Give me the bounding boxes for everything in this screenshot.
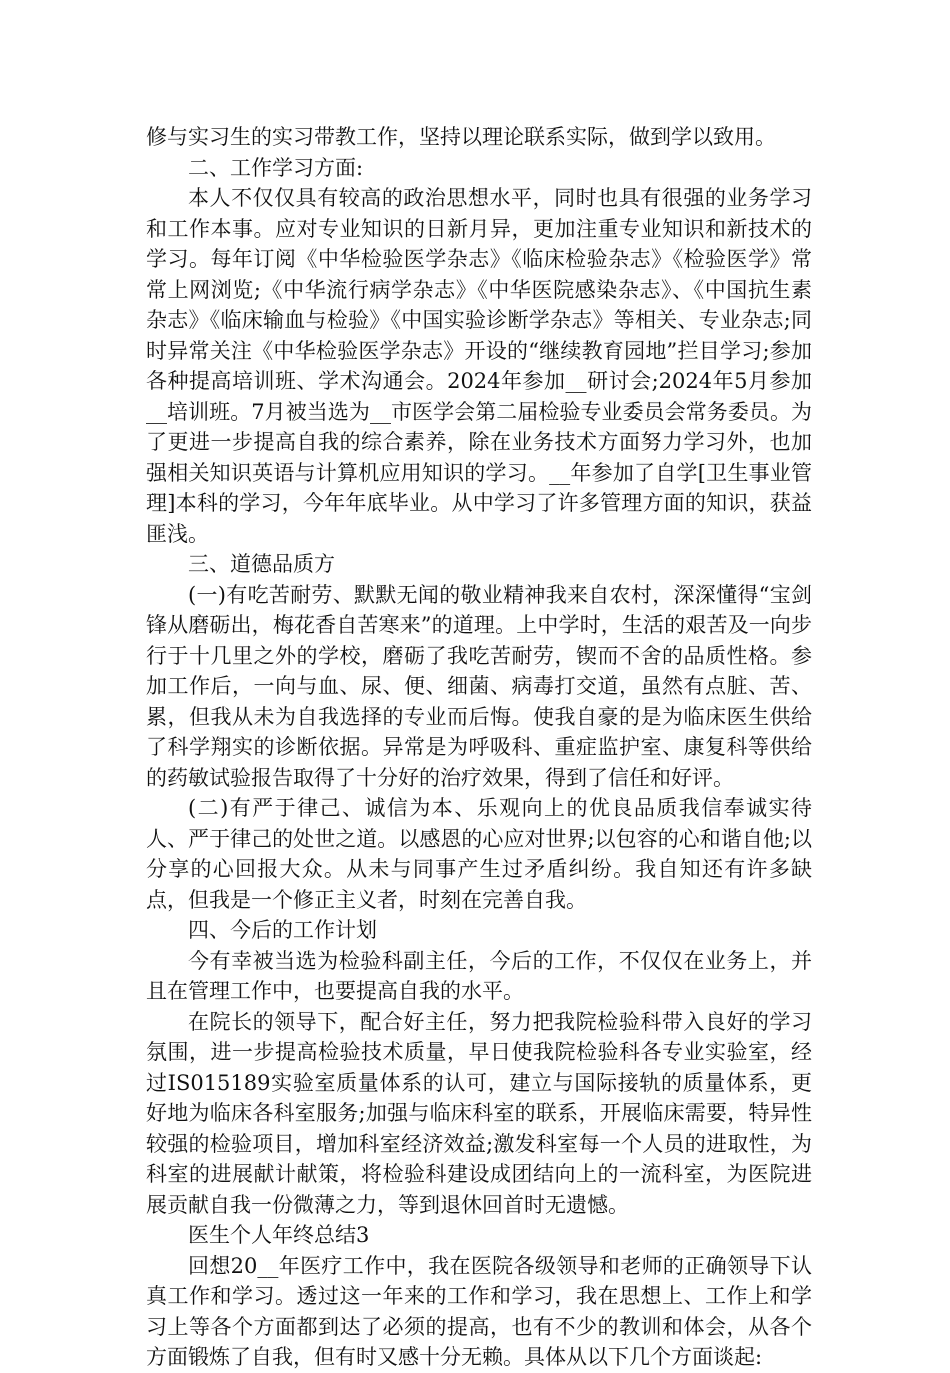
paragraph-continuation: 修与实习生的实习带教工作，坚持以理论联系实际，做到学以致用。 (146, 125, 776, 149)
paragraph-future-plan-intro: 今有幸被当选为检验科副主任，今后的工作，不仅仅在业务上，并且在管理工作中，也要提高自我的水平。 (146, 948, 812, 1003)
paragraph-future-plan-detail: 在院长的领导下，配合好主任，努力把我院检验科带入良好的学习氛围，进一步提高检验技术质量，早日使我院检验科各专业实验室，经过IS015189实验室质量体系的认可，建立与国际接轨的质量体系，更好地为临床各科室服务;加强与临床科室的联系，开展临床需要，特异性较强的检验项目，增加科室经济效益;激发科室每一个人员的进取性，为科室的进展献计献策，将检验科建设成团结向上的一流科室，为医院进展贡献自我一份微薄之力，等到退休回首时无遗憾。 (146, 1009, 812, 1217)
section-heading-work-study: 二、工作学习方面: (188, 155, 364, 180)
section-heading-summary-3: 医生个人年终总结3 (188, 1223, 370, 1247)
paragraph-summary-3-intro: 回想20__年医疗工作中，我在医院各级领导和老师的正确领导下认真工作和学习。透过这一年来的工作和学习，我在思想上、工作上和学习上等各个方面都到达了必须的提高，也有不少的教训和体会，从各个方面锻炼了自我，但有时又感十分无赖。具体从以下几个方面谈起: (146, 1253, 812, 1369)
document-page (146, 122, 812, 1373)
paragraph-self-discipline: (二)有严于律己、诚信为本、乐观向上的优良品质我信奉诚实待人、严于律己的处世之道。以感恩的心应对世界;以包容的心和谐自他;以分享的心回报大众。从未与同事产生过矛盾纠纷。我自知还有许多缺点，但我是一个修正主义者，时刻在完善自我。 (146, 796, 812, 912)
section-heading-future-plan: 四、今后的工作计划 (188, 918, 377, 942)
paragraph-hardworking: (一)有吃苦耐劳、默默无闻的敬业精神我来自农村，深深懂得“宝剑锋从磨砺出，梅花香自苦寒来”的道理。上中学时，生活的艰苦及一向步行于十几里之外的学校，磨砺了我吃苦耐劳，锲而不舍的品质性格。参加工作后，一向与血、尿、便、细菌、病毒打交道，虽然有点脏、苦、累，但我从未为自我选择的专业而后悔。使我自豪的是为临床医生供给了科学翔实的诊断依据。异常是为呼吸科、重症监护室、康复科等供给的药敏试验报告取得了十分好的治疗效果，得到了信任和好评。 (146, 582, 812, 790)
section-heading-moral-quality: 三、道德品质方 (188, 552, 335, 576)
paragraph-work-study: 本人不仅仅具有较高的政治思想水平，同时也具有很强的业务学习和工作本事。应对专业知识的日新月异，更加注重专业知识和新技术的学习。每年订阅《中华检验医学杂志》《临床检验杂志》《检验医学》常常上网浏览;《中华流行病学杂志》《中华医院感染杂志》、《中国抗生素杂志》《临床输血与检验》《中国实验诊断学杂志》等相关、专业杂志;同时异常关注《中华检验医学杂志》开设的“继续教育园地”拦目学习;参加各种提高培训班、学术沟通会。2024年参加__研讨会;2024年5月参加__培训班。7月被当选为__市医学会第二届检验专业委员会常务委员。为了更进一步提高自我的综合素养，除在业务技术方面努力学习外，也加强相关知识英语与计算机应用知识的学习。__年参加了自学[卫生事业管理]本科的学习，今年年底毕业。从中学习了许多管理方面的知识，获益匪浅。 (146, 186, 812, 546)
